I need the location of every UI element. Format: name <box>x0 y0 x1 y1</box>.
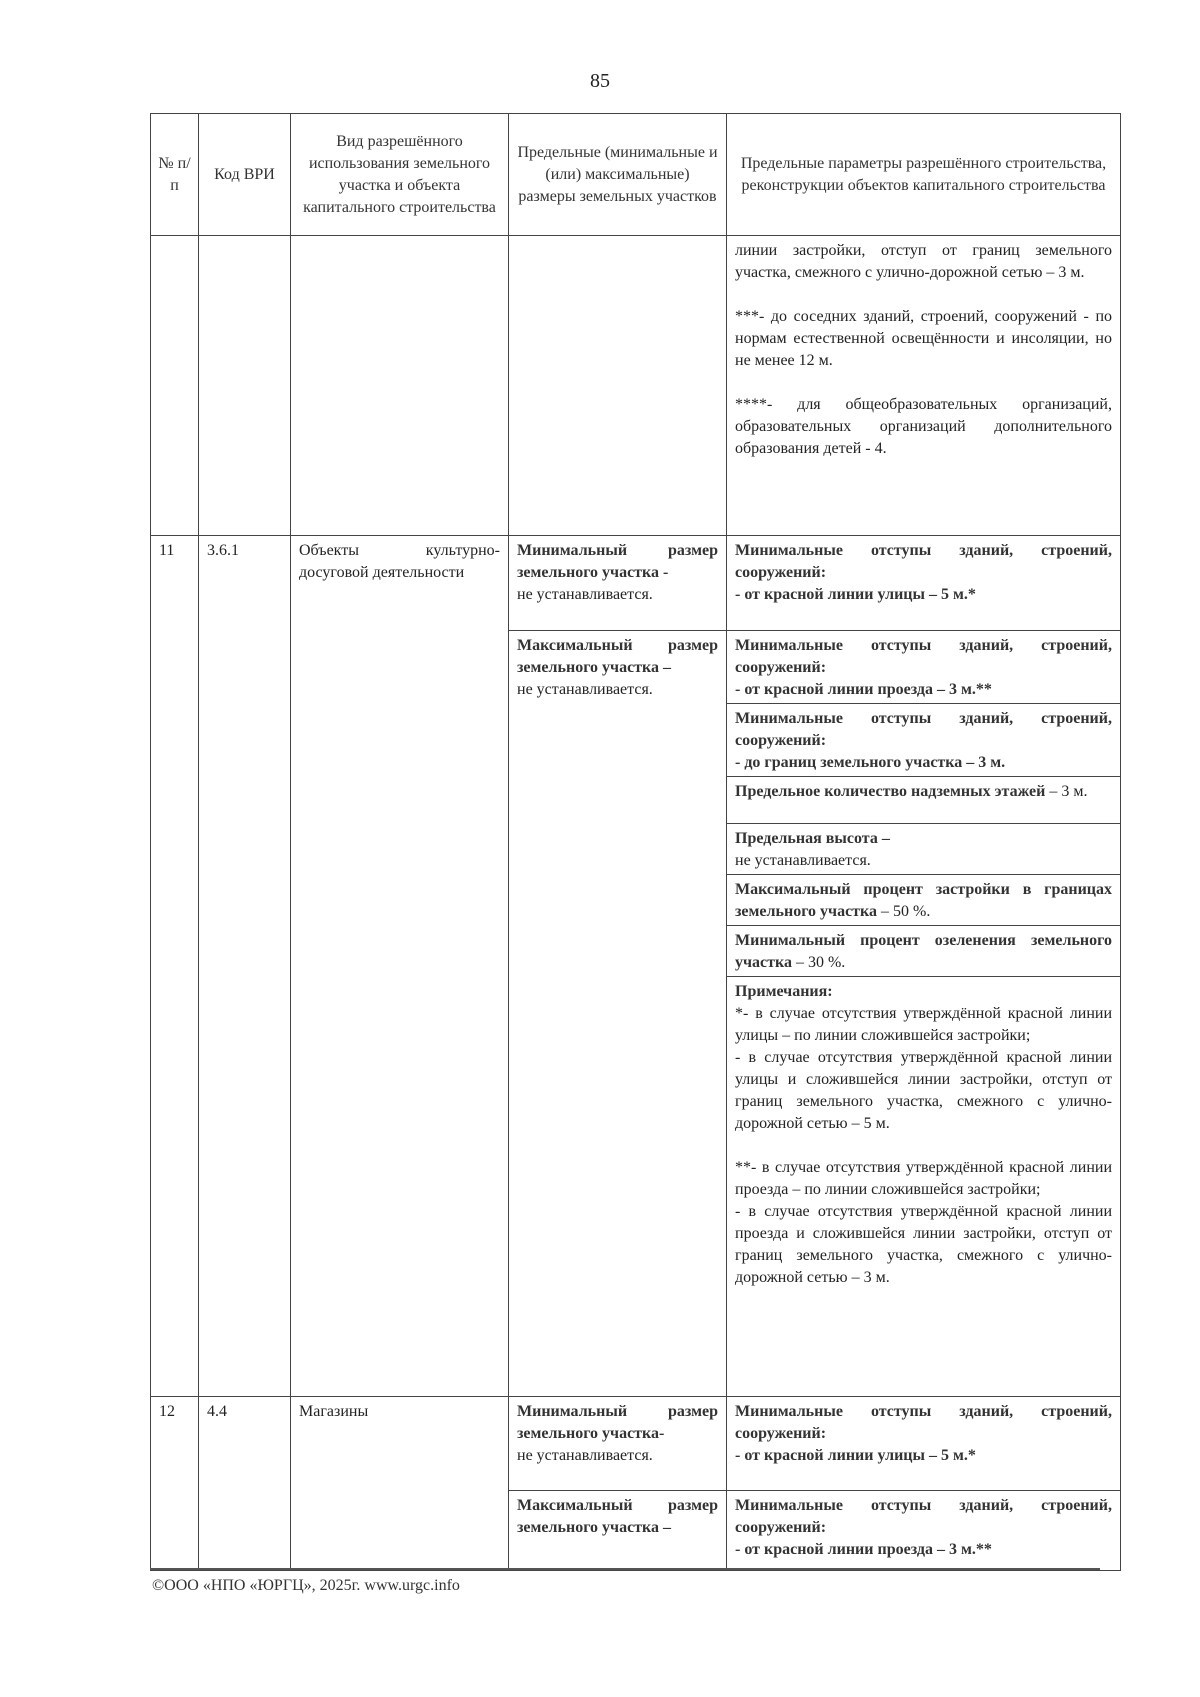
row11-min-size <box>509 536 727 631</box>
cont-paragraph-2: ***- до соседних зданий, строений, сооружений - по нормам естественной освещённости и инсоляции, но не менее 12 м. <box>735 308 1112 369</box>
page-number: 85 <box>590 70 610 92</box>
header-params: Предельные параметры разрешённого строительства, реконструкции объектов капитального строительства <box>727 114 1121 236</box>
footer-rule <box>150 1568 1100 1570</box>
row11-max-size <box>509 631 727 1397</box>
table-row-continuation <box>151 236 1121 536</box>
row11-note-3: **- в случае отсутствия утверждённой красной линии проезда – по линии сложившейся застройки; <box>735 1159 1112 1198</box>
row11-use: Объекты культурно-досуговой деятельности <box>291 536 509 1397</box>
row11-floors-title: Предельное количество надземных этажей <box>735 783 1046 800</box>
cont-params-cell <box>727 236 1121 536</box>
row11-notes-title: Примечания: <box>735 983 833 1000</box>
row11-param-passage <box>727 631 1121 704</box>
row12-code: 4.4 <box>199 1397 291 1571</box>
row12-param-street <box>727 1397 1121 1491</box>
cont-code-cell <box>199 236 291 536</box>
row11-green-title: Минимальный процент озеленения земельного участка <box>735 932 1112 971</box>
row11-note-4: - в случае отсутствия утверждённой красной линии проезда и сложившейся линии застройки, отступ от границ земельного участка, смежного с улично-дорожной сетью – 3 м. <box>735 1203 1112 1286</box>
header-num: № п/п <box>151 114 199 236</box>
row11-passage-value: - от красной линии проезда – 3 м.** <box>735 681 992 698</box>
table-row-12 <box>151 1397 1121 1491</box>
row11-floors-value: – 3 м. <box>1045 783 1088 800</box>
regulations-table <box>150 113 1120 1558</box>
row11-note-2: - в случае отсутствия утверждённой красной линии улицы и сложившейся линии застройки, отступ от границ земельного участка, смежного с улично-дорожной сетью – 5 м. <box>735 1049 1112 1132</box>
row12-param-passage <box>727 1491 1121 1571</box>
row12-min-size-value: не устанавливается. <box>517 1447 653 1464</box>
row11-passage-title: Минимальные отступы зданий, строений, сооружений: <box>735 637 1112 676</box>
row11-param-street <box>727 536 1121 631</box>
row11-border-title: Минимальные отступы зданий, строений, сооружений: <box>735 710 1112 749</box>
row11-code: 3.6.1 <box>199 536 291 1397</box>
row11-street-value: - от красной линии улицы – 5 м.* <box>735 586 976 603</box>
row11-param-build <box>727 875 1121 926</box>
row12-passage-value: - от красной линии проезда – 3 м.** <box>735 1541 992 1558</box>
row12-passage-title: Минимальные отступы зданий, строений, сооружений: <box>735 1497 1112 1536</box>
row12-street-value: - от красной линии улицы – 5 м.* <box>735 1447 976 1464</box>
row11-param-height <box>727 824 1121 875</box>
header-size: Предельные (минимальные и (или) максимальные) размеры земельных участков <box>509 114 727 236</box>
row12-max-size <box>509 1491 727 1571</box>
row12-min-size-title: Минимальный размер земельного участка- <box>517 1403 718 1442</box>
row11-min-size-value: не устанавливается. <box>517 586 653 603</box>
header-code: Код ВРИ <box>199 114 291 236</box>
cont-size-cell <box>509 236 727 536</box>
row11-green-value: – 30 %. <box>791 954 846 971</box>
cont-paragraph-3: ****- для общеобразовательных организаций, образовательных организаций дополнительного образования детей - 4. <box>735 396 1112 457</box>
row11-param-green <box>727 926 1121 977</box>
row11-border-value: - до границ земельного участка – 3 м. <box>735 754 1006 771</box>
row11-max-size-title: Максимальный размер земельного участка – <box>517 637 718 676</box>
row11-street-title: Минимальные отступы зданий, строений, сооружений: <box>735 542 1112 581</box>
row11-height-title: Предельная высота – <box>735 830 890 847</box>
row12-max-size-title: Максимальный размер земельного участка – <box>517 1497 718 1536</box>
row12-street-title: Минимальные отступы зданий, строений, сооружений: <box>735 1403 1112 1442</box>
cont-num-cell <box>151 236 199 536</box>
row11-min-size-title: Минимальный размер земельного участка - <box>517 542 718 581</box>
row11-note-1: *- в случае отсутствия утверждённой красной линии улицы – по линии сложившейся застройки; <box>735 1005 1112 1044</box>
table-row-11 <box>151 536 1121 631</box>
row11-notes <box>727 977 1121 1397</box>
row12-num: 12 <box>151 1397 199 1571</box>
row11-height-value: не устанавливается. <box>735 852 871 869</box>
row11-build-value: – 50 %. <box>877 903 931 920</box>
cont-use-cell <box>291 236 509 536</box>
row11-max-size-value: не устанавливается. <box>517 681 653 698</box>
table-header-row <box>151 114 1121 236</box>
row11-build-title: Максимальный процент застройки в границах земельного участка <box>735 881 1112 920</box>
cont-paragraph-1: линии застройки, отступ от границ земельного участка, смежного с улично-дорожной сетью – 3 м. <box>735 242 1112 281</box>
row11-param-border <box>727 704 1121 777</box>
row11-num: 11 <box>151 536 199 1397</box>
header-use: Вид разрешённого использования земельного участка и объекта капитального строительства <box>291 114 509 236</box>
row12-use: Магазины <box>291 1397 509 1571</box>
row12-min-size <box>509 1397 727 1491</box>
footer-copyright: ©ООО «НПО «ЮРГЦ», 2025г. www.urgc.info <box>152 1577 460 1594</box>
row11-param-floors <box>727 777 1121 824</box>
